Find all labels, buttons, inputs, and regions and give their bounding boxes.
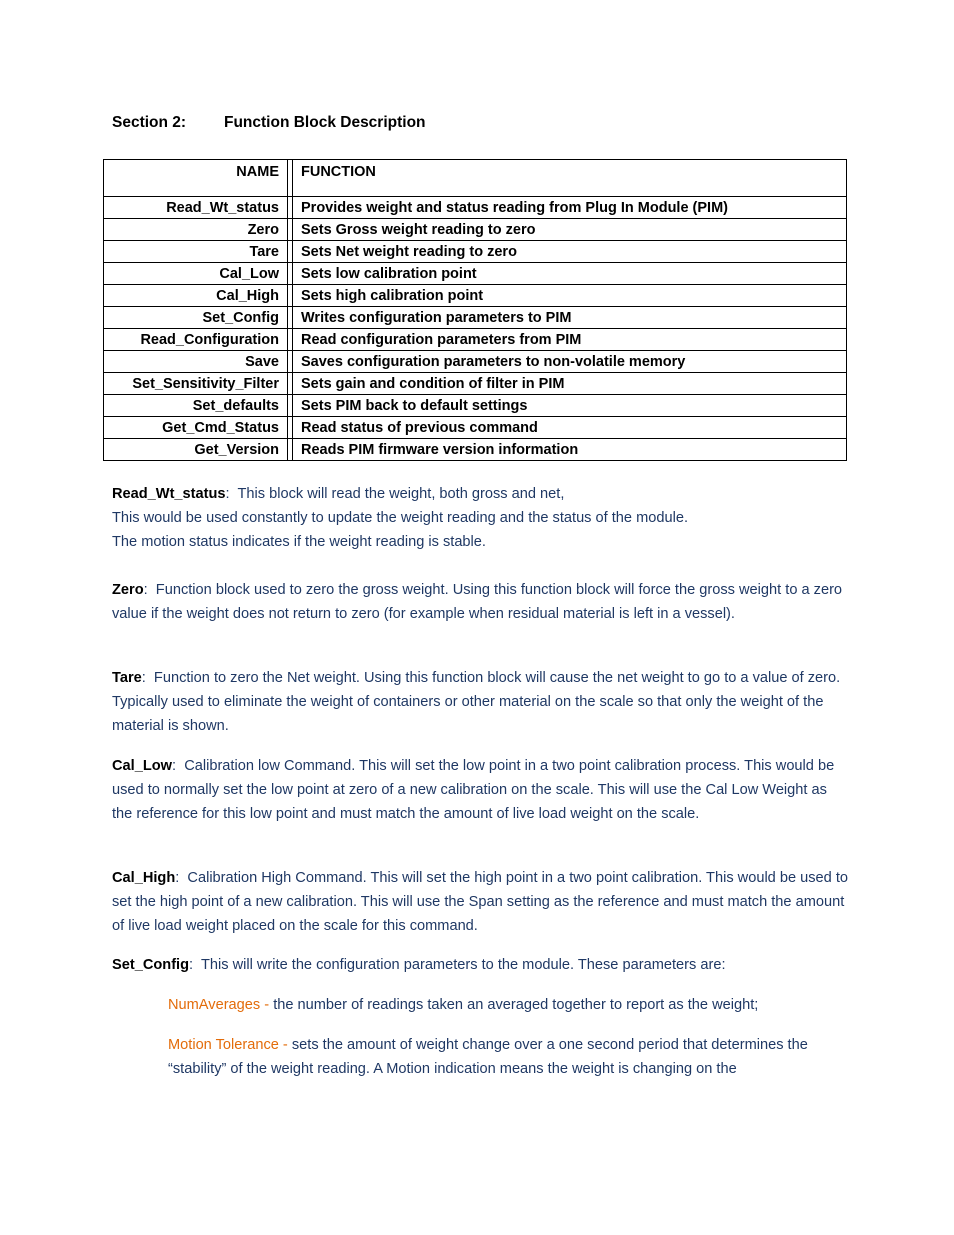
table-row [104,307,847,329]
header-name: NAME [104,160,288,197]
desc-tare: Tare: Function to zero the Net weight. Using this function block will cause the net weight to go to a value of zero. Typically used to eliminate the weight of containers or other material on the scale so that only the weight of the material is shown. [112,670,841,734]
row-name: Get_Cmd_Status [104,417,288,439]
row-name: Get_Version [104,439,288,461]
desc-term: Set_Config [112,957,190,973]
row-name: Save [104,351,288,373]
row-name: Set_Sensitivity_Filter [104,373,288,395]
row-name: Read_Configuration [104,329,288,351]
table-row [104,263,847,285]
row-name: Cal_High [104,285,288,307]
table-row [104,285,847,307]
row-name: Cal_Low [104,263,288,285]
row-function: Writes configuration parameters to PIM [293,307,847,329]
table-row [104,329,847,351]
row-function: Sets Gross weight reading to zero [293,219,847,241]
section-heading [112,114,426,132]
desc-term: Read_Wt_status [112,486,226,502]
table-header-row [104,160,847,197]
function-block-table [103,159,847,461]
desc-set-config: Set_Config: This will write the configuration parameters to the module. These parameters are: [112,957,726,973]
row-name: Read_Wt_status [104,197,288,219]
table-row [104,439,847,461]
desc-text: Calibration High Command. This will set the high point in a two point calibration. This would be used to set the high point of a new calibration. This will use the Span setting as the reference and must match the amount of live load weight placed on the scale for this command. [112,870,849,934]
row-function: Reads PIM firmware version information [293,439,847,461]
desc-term: Cal_Low [112,758,173,774]
table-row [104,241,847,263]
row-function: Sets PIM back to default settings [293,395,847,417]
table-row [104,417,847,439]
desc-zero: Zero: Function block used to zero the gross weight. Using this function block will force the gross weight to a zero value if the weight does not return to zero (for example when residual material is left in a vessel). [112,582,843,622]
param-text: sets the amount of weight change over a one second period that determines the “stability” of the weight reading. A Motion indication means the weight is changing on the [168,1037,808,1077]
section-number: Section 2: [112,114,187,131]
desc-text: Function block used to zero the gross weight. Using this function block will force the gross weight to a zero value if the weight does not return to zero (for example when residual material is left in a vessel). [112,582,843,622]
desc-text: Calibration low Command. This will set the low point in a two point calibration process. This would be used to normally set the low point at zero of a new calibration on the scale. This will use the Cal Low Weight as the reference for this low point and must match the amount of live load weight on the scale. [112,758,835,822]
table-row [104,373,847,395]
desc-text: Function to zero the Net weight. Using this function block will cause the net weight to go to a value of zero. Typically used to eliminate the weight of containers or other material on the scale so that only the weight of the material is shown. [112,670,841,734]
desc-text: The motion status indicates if the weight reading is stable. [112,534,486,550]
param-name: NumAverages - [168,997,270,1013]
row-function: Read status of previous command [293,417,847,439]
row-name: Set_defaults [104,395,288,417]
table-row [104,197,847,219]
desc-term: Tare [112,670,142,686]
desc-cal-low: Cal_Low: Calibration low Command. This will set the low point in a two point calibration process. This would be used to normally set the low point at zero of a new calibration on the scale. This will use the Cal Low Weight as the reference for this low point and must match the amount of live load weight on the scale. [112,758,835,822]
table-row [104,219,847,241]
param-name: Motion Tolerance - [168,1037,288,1053]
table-row [104,395,847,417]
desc-cal-high: Cal_High: Calibration High Command. This will set the high point in a two point calibration. This would be used to set the high point of a new calibration. This will use the Span setting as the reference and must match the amount of live load weight placed on the scale for this command. [112,870,849,934]
desc-text: This would be used constantly to update the weight reading and the status of the module. [112,510,689,526]
row-function: Saves configuration parameters to non-volatile memory [293,351,847,373]
desc-read-wt-status: Read_Wt_status: This block will read the weight, both gross and net, This would be used constantly to update the weight reading and the status of the module. The motion status indicates if the weight reading is stable. [112,482,848,554]
row-function: Provides weight and status reading from Plug In Module (PIM) [293,197,847,219]
desc-text: This will write the configuration parameters to the module. These parameters are: [200,957,726,973]
row-name: Zero [104,219,288,241]
desc-term: Zero [112,582,144,598]
param-num-averages [168,993,848,1017]
param-text: the number of readings taken an averaged together to report as the weight; [273,997,759,1013]
desc-text: This block will read the weight, both gross and net, [237,486,565,502]
row-function: Sets low calibration point [293,263,847,285]
row-function: Sets gain and condition of filter in PIM [293,373,847,395]
row-function: Sets high calibration point [293,285,847,307]
desc-term: Cal_High [112,870,176,886]
param-motion-tolerance [168,1033,848,1081]
table-row [104,351,847,373]
row-name: Set_Config [104,307,288,329]
row-function: Sets Net weight reading to zero [293,241,847,263]
header-function: FUNCTION [293,160,847,197]
row-name: Tare [104,241,288,263]
section-title: Function Block Description [224,114,426,131]
row-function: Read configuration parameters from PIM [293,329,847,351]
